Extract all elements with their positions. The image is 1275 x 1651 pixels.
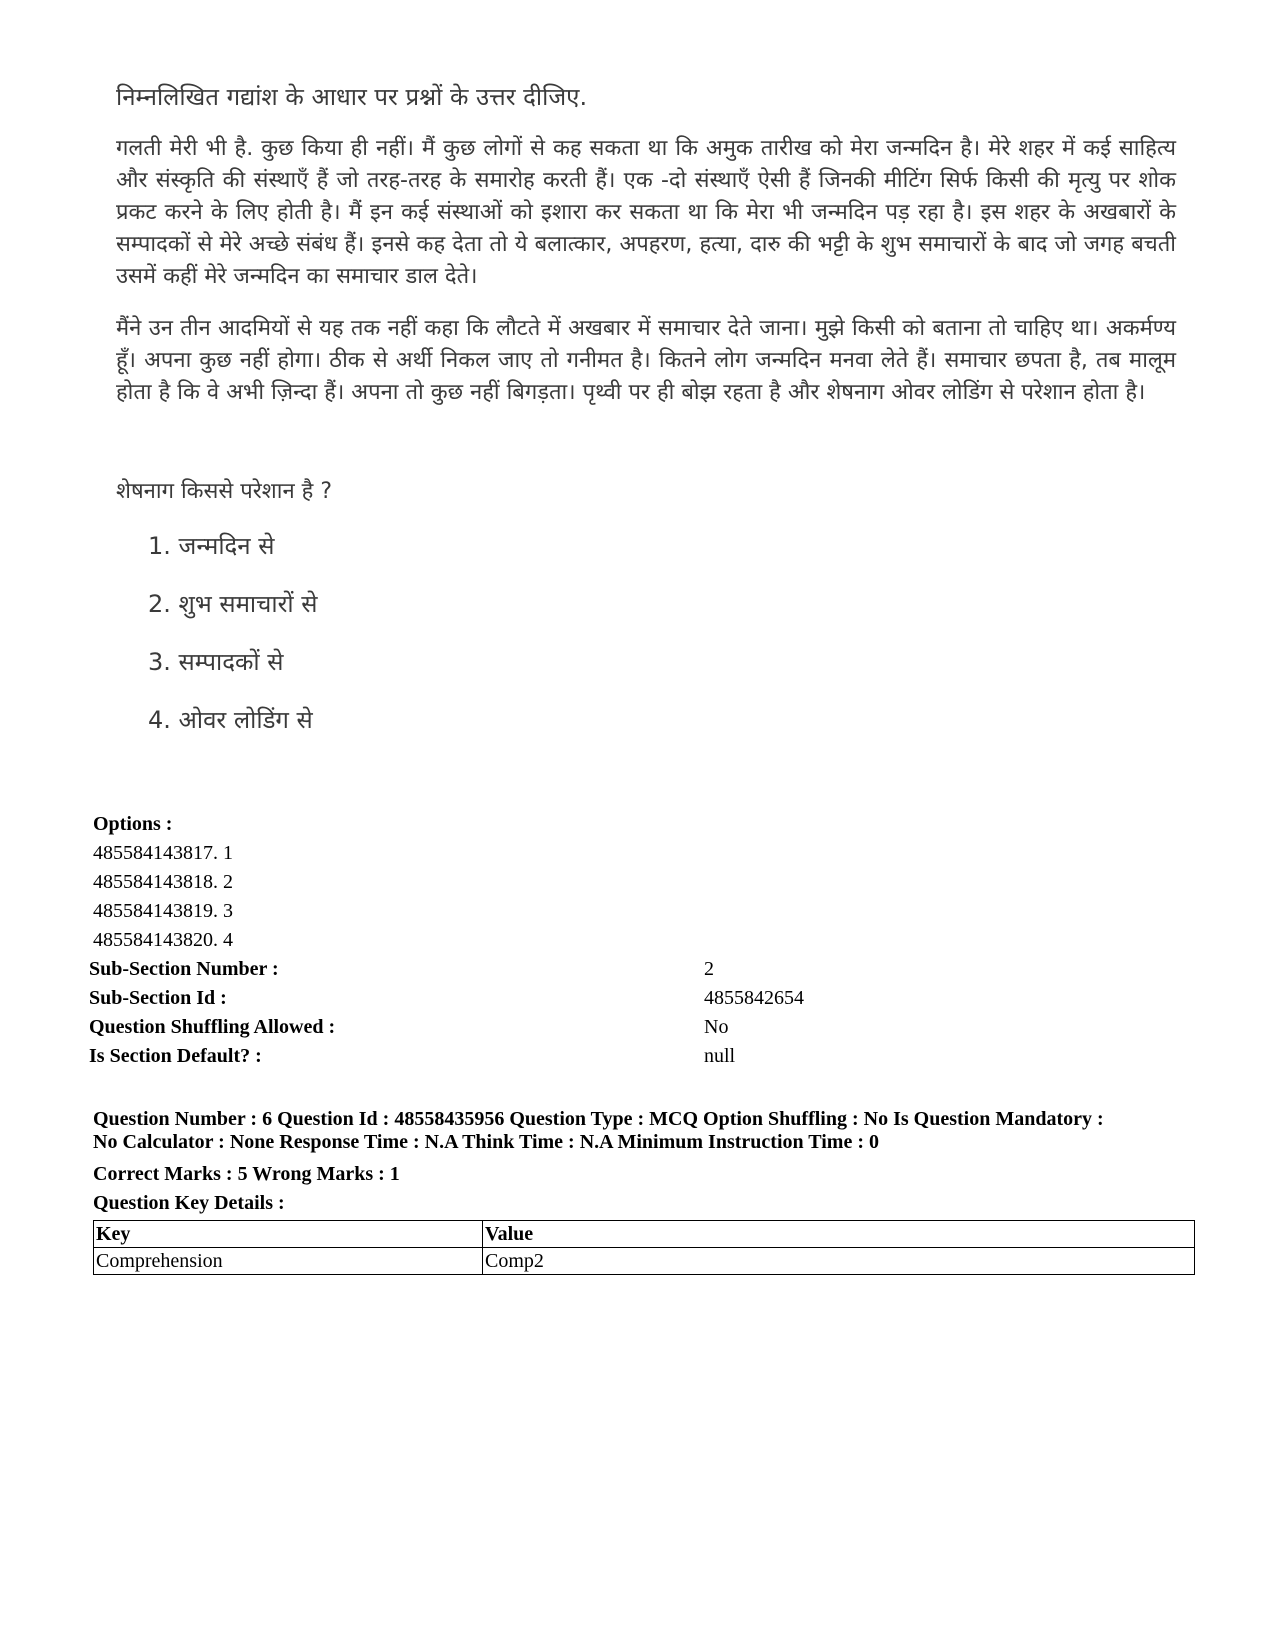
table-row xyxy=(94,1248,1195,1275)
key-details-heading: Question Key Details : xyxy=(93,1192,285,1214)
subsection-row xyxy=(89,1045,1189,1074)
marks-line: Correct Marks : 5 Wrong Marks : 1 xyxy=(93,1163,400,1185)
question-info xyxy=(93,1108,1193,1218)
table-cell-key: Comprehension xyxy=(94,1248,483,1275)
passage-image xyxy=(116,80,1176,761)
question-info-line-2: No Calculator : None Response Time : N.A Think Time : N.A Minimum Instruction Time : 0 xyxy=(93,1131,879,1153)
subsection-value: 4855842654 xyxy=(704,987,804,1009)
options-header: Options : xyxy=(93,813,173,835)
table-cell-value: Comp2 xyxy=(483,1248,1195,1275)
option-item: 485584143817. 1 xyxy=(93,842,233,864)
table-header-row xyxy=(94,1221,1195,1248)
question-info-line-1: Question Number : 6 Question Id : 48558435956 Question Type : MCQ Option Shuffling : No Is Question Mandatory : xyxy=(93,1108,1104,1130)
subsection-key: Is Section Default? : xyxy=(89,1045,262,1067)
subsection-value: No xyxy=(704,1016,729,1038)
key-details-table xyxy=(93,1220,1195,1275)
subsection-key: Question Shuffling Allowed : xyxy=(89,1016,336,1038)
column-header-key: Key xyxy=(94,1221,483,1248)
question-text: शेषनाग किससे परेशान है ? xyxy=(116,479,333,504)
subsection-row xyxy=(89,987,1189,1016)
passage-paragraph-2: मैंने उन तीन आदमियों से यह तक नहीं कहा कि लौटते में अखबार में समाचार देते जाना। मुझे किसी को बताना तो चाहिए था। अकर्मण्य हूँ। अपना कुछ नहीं होगा। ठीक से अर्थी निकल जाए तो गनीमत है। कितने लोग जन्मदिन मनवा लेते हैं। समाचार छपता है, तब मालूम होता है कि वे अभी ज़िन्दा हैं। अपना तो कुछ नहीं बिगड़ता। पृथ्वी पर ही बोझ रहता है और शेषनाग ओवर लोडिंग से परेशान होता है। xyxy=(116,316,1176,405)
option-item: 485584143820. 4 xyxy=(93,929,233,951)
subsection-value: 2 xyxy=(704,958,714,980)
choice-1: 1. जन्मदिन से xyxy=(148,532,275,560)
options-list xyxy=(93,810,233,955)
option-item: 485584143819. 3 xyxy=(93,900,233,922)
column-header-value: Value xyxy=(483,1221,1195,1248)
passage-paragraph-1: गलती मेरी भी है. कुछ किया ही नहीं। मैं कुछ लोगों से कह सकता था कि अमुक तारीख को मेरा जन्मदिन है। मेरे शहर में कई साहित्य और संस्कृति की संस्थाएँ हैं जो तरह-तरह के समारोह करती हैं। एक -दो संस्थाएँ ऐसी हैं जिनकी मीटिंग सिर्फ किसी की मृत्यु पर शोक प्रकट करने के लिए होती है। मैं इन कई संस्थाओं को इशारा कर सकता था कि मेरा भी जन्मदिन पड़ रहा है। इस शहर के अखबारों के सम्पादकों से मेरे अच्छे संबंध हैं। इनसे कह देता तो ये बलात्कार, अपहरण, हत्या, दारु की भट्टी के शुभ समाचारों के बाद जो जगह बचती उसमें कहीं मेरे जन्मदिन का समाचार डाल देते। xyxy=(116,136,1176,289)
subsection-key: Sub-Section Number : xyxy=(89,958,279,980)
subsection-info xyxy=(89,958,1189,1074)
passage-instruction: निम्नलिखित गद्यांश के आधार पर प्रश्नों के उत्तर दीजिए. xyxy=(116,83,588,111)
choice-4: 4. ओवर लोडिंग से xyxy=(148,706,313,734)
choice-3: 3. सम्पादकों से xyxy=(148,648,284,676)
choice-2: 2. शुभ समाचारों से xyxy=(148,590,318,618)
subsection-value: null xyxy=(704,1045,736,1067)
subsection-row xyxy=(89,958,1189,987)
option-item: 485584143818. 2 xyxy=(93,871,233,893)
subsection-key: Sub-Section Id : xyxy=(89,987,227,1009)
subsection-row xyxy=(89,1016,1189,1045)
